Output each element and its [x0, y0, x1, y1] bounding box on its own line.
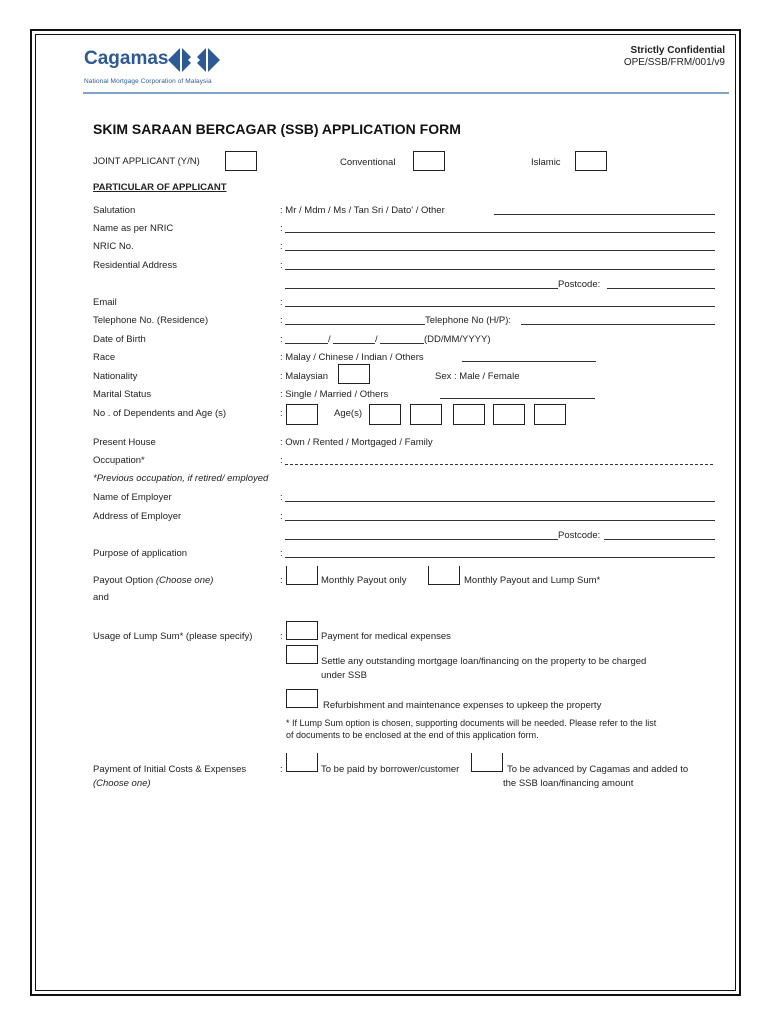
- joint-applicant-label: JOINT APPLICANT (Y/N): [93, 156, 200, 167]
- logo-name: Cagamas: [84, 48, 169, 69]
- costs-advanced-label-2: the SSB loan/financing amount: [503, 778, 634, 789]
- occupation-note: *Previous occupation, if retired/ employed: [93, 473, 269, 484]
- confidential-label: Strictly Confidential: [630, 45, 725, 56]
- race-others-line[interactable]: [462, 361, 596, 362]
- tel-hp-label: Telephone No (H/P):: [425, 315, 512, 326]
- address-label: Residential Address: [93, 260, 177, 271]
- sex-label: Sex : Male / Female: [435, 371, 520, 382]
- present-house-label: Present House: [93, 437, 156, 448]
- usage-settle-box[interactable]: [286, 645, 318, 664]
- name-nric-line[interactable]: [285, 232, 715, 233]
- marital-options: : Single / Married / Others: [280, 389, 389, 400]
- payout-monthly-box[interactable]: [286, 566, 318, 585]
- lump-note-1: * If Lump Sum option is chosen, supporting documents will be needed. Please refer to the list: [286, 718, 657, 728]
- nric-no-label: NRIC No.: [93, 241, 134, 252]
- nationality-value: : Malaysian: [280, 371, 329, 382]
- colon: :: [280, 241, 283, 252]
- colon: :: [280, 260, 283, 271]
- race-label: Race: [93, 352, 116, 363]
- payout-monthly-label: Monthly Payout only: [321, 575, 407, 586]
- occupation-line[interactable]: [285, 464, 713, 465]
- purpose-line[interactable]: [285, 557, 715, 558]
- employer-address-label: Address of Employer: [93, 511, 182, 522]
- conventional-box[interactable]: [413, 151, 445, 171]
- payout-label-text: Payout Option: [93, 575, 156, 586]
- postcode-line[interactable]: [607, 288, 715, 289]
- payout-lump-label: Monthly Payout and Lump Sum*: [464, 575, 601, 586]
- islamic-label: Islamic: [531, 157, 561, 168]
- lump-note-2: of documents to be enclosed at the end of this application form.: [286, 730, 539, 740]
- colon: :: [280, 492, 283, 503]
- section-title: PARTICULAR OF APPLICANT: [93, 182, 227, 193]
- costs-choose: (Choose one): [93, 778, 151, 789]
- form-title: SKIM SARAAN BERCAGAR (SSB) APPLICATION FORM: [93, 121, 461, 137]
- dob-format: (DD/MM/YYYY): [424, 334, 491, 345]
- age-box-1[interactable]: [369, 404, 401, 425]
- cagamas-logo-icon: [166, 45, 222, 75]
- form-code: OPE/SSB/FRM/001/v9: [623, 57, 725, 68]
- costs-advanced-label-1: To be advanced by Cagamas and added to: [507, 764, 689, 775]
- costs-borrower-box[interactable]: [286, 753, 318, 772]
- joint-applicant-box[interactable]: [225, 151, 257, 171]
- payout-choose-text: (Choose one): [155, 575, 214, 586]
- logo-subtitle: National Mortgage Corporation of Malaysia: [84, 78, 212, 85]
- payout-lump-box[interactable]: [428, 566, 460, 585]
- name-nric-label: Name as per NRIC: [93, 223, 174, 234]
- usage-settle-label-1: Settle any outstanding mortgage loan/financing on the property to be charged: [321, 656, 647, 667]
- colon: :: [280, 548, 283, 559]
- nric-no-line[interactable]: [285, 250, 715, 251]
- salutation-other-line[interactable]: [494, 214, 715, 215]
- slash: /: [375, 334, 378, 345]
- age-box-4[interactable]: [493, 404, 525, 425]
- race-options: : Malay / Chinese / Indian / Others: [280, 352, 424, 363]
- age-box-3[interactable]: [453, 404, 485, 425]
- nationality-box[interactable]: [338, 364, 370, 384]
- colon: :: [280, 575, 283, 586]
- present-house-options: : Own / Rented / Mortgaged / Family: [280, 437, 433, 448]
- email-line[interactable]: [285, 306, 715, 307]
- conventional-label: Conventional: [340, 157, 396, 168]
- usage-refurb-label: Refurbishment and maintenance expenses to upkeep the property: [323, 700, 602, 711]
- address-line-1[interactable]: [285, 269, 715, 270]
- salutation-options: : Mr / Mdm / Ms / Tan Sri / Dato' / Other: [280, 205, 445, 216]
- tel-hp-line[interactable]: [521, 324, 715, 325]
- age-box-5[interactable]: [534, 404, 566, 425]
- colon: :: [280, 511, 283, 522]
- employer-line[interactable]: [285, 501, 715, 502]
- nationality-label: Nationality: [93, 371, 138, 382]
- marital-others-line[interactable]: [440, 398, 595, 399]
- marital-label: Marital Status: [93, 389, 152, 400]
- costs-label: Payment of Initial Costs & Expenses: [93, 764, 247, 775]
- dob-year-line[interactable]: [380, 343, 424, 344]
- ages-label: Age(s): [334, 408, 362, 419]
- postcode-label: Postcode:: [558, 279, 601, 290]
- usage-settle-label-2: under SSB: [321, 670, 367, 681]
- dependents-box[interactable]: [286, 404, 318, 425]
- salutation-label: Salutation: [93, 205, 136, 216]
- address-line-2[interactable]: [285, 288, 558, 289]
- age-box-2[interactable]: [410, 404, 442, 425]
- colon: :: [280, 223, 283, 234]
- header-rule: [83, 92, 729, 94]
- employer-postcode-label: Postcode:: [558, 530, 601, 541]
- usage-medical-label: Payment for medical expenses: [321, 631, 451, 642]
- tel-res-line[interactable]: [285, 324, 425, 325]
- tel-res-label: Telephone No. (Residence): [93, 315, 209, 326]
- colon: :: [280, 631, 283, 642]
- usage-medical-box[interactable]: [286, 621, 318, 640]
- slash: /: [328, 334, 331, 345]
- payout-and: and: [93, 592, 109, 603]
- dependents-label: No . of Dependents and Age (s): [93, 408, 227, 419]
- purpose-label: Purpose of application: [93, 548, 188, 559]
- employer-address-line-2[interactable]: [285, 539, 558, 540]
- colon: :: [280, 334, 283, 345]
- dob-label: Date of Birth: [93, 334, 146, 345]
- employer-address-line-1[interactable]: [285, 520, 715, 521]
- dob-day-line[interactable]: [285, 343, 328, 344]
- colon: :: [280, 315, 283, 326]
- colon: :: [280, 297, 283, 308]
- costs-advanced-box[interactable]: [471, 753, 503, 772]
- colon: :: [280, 408, 283, 419]
- colon: :: [280, 455, 283, 466]
- colon: :: [280, 764, 283, 775]
- dob-month-line[interactable]: [333, 343, 375, 344]
- usage-refurb-box[interactable]: [286, 689, 318, 708]
- islamic-box[interactable]: [575, 151, 607, 171]
- email-label: Email: [93, 297, 117, 308]
- costs-borrower-label: To be paid by borrower/customer: [321, 764, 460, 775]
- occupation-label: Occupation*: [93, 455, 145, 466]
- employer-postcode-line[interactable]: [604, 539, 715, 540]
- usage-label: Usage of Lump Sum* (please specify): [93, 631, 253, 642]
- employer-label: Name of Employer: [93, 492, 172, 503]
- payout-label: [93, 575, 213, 586]
